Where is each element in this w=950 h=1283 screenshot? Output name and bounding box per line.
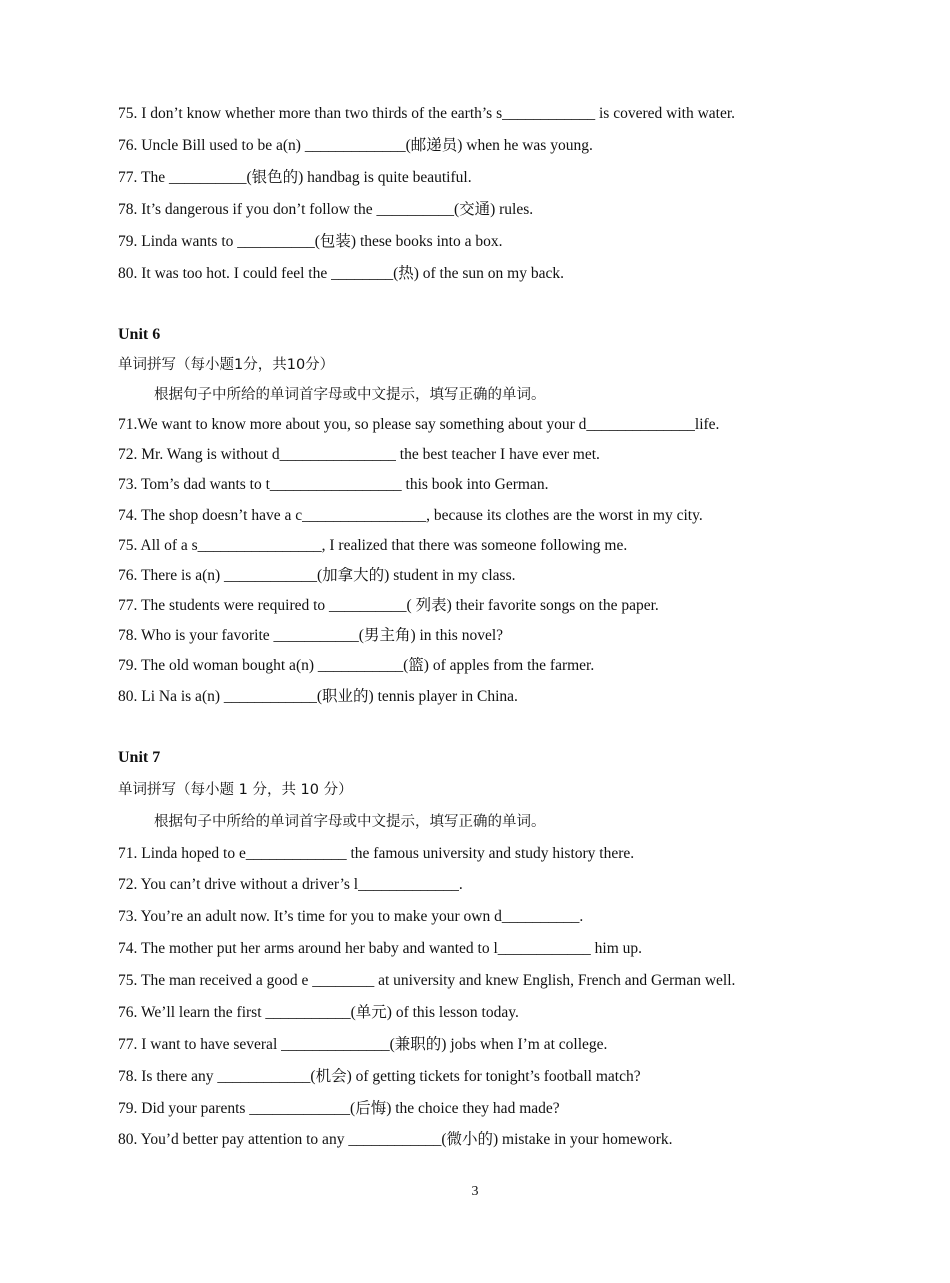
unit6-subtitle: 单词拼写（每小题1分，共10分） bbox=[118, 357, 335, 373]
unit7-question-72: 72. You can’t drive without a driver’s l_____________. bbox=[118, 876, 463, 893]
unit7-question-71: 71. Linda hoped to e_____________ the famous university and study history there. bbox=[118, 845, 635, 862]
unit6-question-75: 75. All of a s________________, I realized that there was someone following me. bbox=[118, 537, 628, 554]
unit7-question-73: 73. You’re an adult now. It’s time for you to make your own d__________. bbox=[118, 908, 584, 925]
unit6-question-80: 80. Li Na is a(n) ____________(职业的) tennis player in China. bbox=[118, 688, 518, 705]
unit7-question-78: 78. Is there any ____________(机会) of getting tickets for tonight’s football match? bbox=[118, 1068, 641, 1085]
unit6-question-74: 74. The shop doesn’t have a c________________, because its clothes are the worst in my city. bbox=[118, 507, 703, 524]
unit6-title: Unit 6 bbox=[118, 326, 161, 343]
question-80-prev: 80. It was too hot. I could feel the ________(热) of the sun on my back. bbox=[118, 265, 564, 282]
question-77-prev: 77. The __________(银色的) handbag is quite beautiful. bbox=[118, 169, 472, 186]
unit7-question-76: 76. We’ll learn the first ___________(单元) of this lesson today. bbox=[118, 1004, 519, 1021]
unit7-question-80: 80. You’d better pay attention to any ____________(微小的) mistake in your homework. bbox=[118, 1131, 673, 1148]
question-78-prev: 78. It’s dangerous if you don’t follow the __________(交通) rules. bbox=[118, 201, 534, 218]
unit7-question-79: 79. Did your parents _____________(后悔) the choice they had made? bbox=[118, 1100, 560, 1117]
unit7-instruction: 根据句子中所给的单词首字母或中文提示，填写正确的单词。 bbox=[154, 814, 546, 830]
unit6-question-76: 76. There is a(n) ____________(加拿大的) student in my class. bbox=[118, 567, 516, 584]
unit6-question-73: 73. Tom’s dad wants to t_________________ this book into German. bbox=[118, 476, 549, 493]
unit7-subtitle: 单词拼写（每小题 1 分，共 10 分） bbox=[118, 782, 353, 798]
unit7-title: Unit 7 bbox=[118, 749, 161, 766]
unit6-question-71: 71.We want to know more about you, so please say something about your d______________life. bbox=[118, 416, 720, 433]
unit6-question-77: 77. The students were required to __________( 列表) their favorite songs on the paper. bbox=[118, 597, 659, 614]
unit7-question-77: 77. I want to have several ______________(兼职的) jobs when I’m at college. bbox=[118, 1036, 608, 1053]
page-number: 3 bbox=[471, 1184, 479, 1199]
unit6-question-79: 79. The old woman bought a(n) ___________(篮) of apples from the farmer. bbox=[118, 657, 595, 674]
question-79-prev: 79. Linda wants to __________(包装) these books into a box. bbox=[118, 233, 503, 250]
question-75-prev: 75. I don’t know whether more than two thirds of the earth’s s____________ is covered with water. bbox=[118, 105, 736, 122]
question-76-prev: 76. Uncle Bill used to be a(n) _____________(邮递员) when he was young. bbox=[118, 137, 593, 154]
unit6-question-78: 78. Who is your favorite ___________(男主角) in this novel? bbox=[118, 627, 504, 644]
unit7-question-75: 75. The man received a good e ________ at university and knew English, French and German well. bbox=[118, 972, 736, 989]
unit6-question-72: 72. Mr. Wang is without d_______________ the best teacher I have ever met. bbox=[118, 446, 600, 463]
unit6-instruction: 根据句子中所给的单词首字母或中文提示，填写正确的单词。 bbox=[154, 387, 546, 403]
unit7-question-74: 74. The mother put her arms around her baby and wanted to l____________ him up. bbox=[118, 940, 643, 957]
